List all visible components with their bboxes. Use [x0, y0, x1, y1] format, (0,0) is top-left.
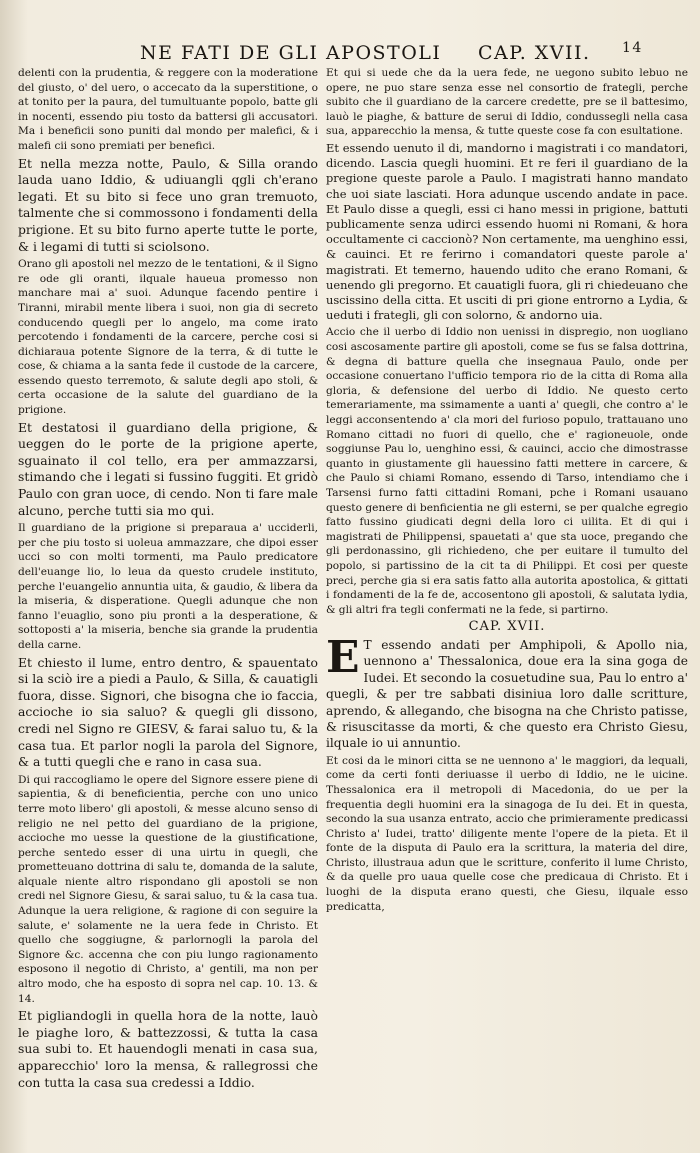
chapter-opening-text: T essendo andati per Amphipoli, & Apollo nia, uennono a' Thessalonica, doue era la sina goga de Iudei. Et secondo la cosuetudine sua, Pau lo entro a' quegli, & per tre sabbati disiniua loro dalle scritture, aprendo, & allegando, che bisogna na che Christo patisse, & risuscitasse da morti, & che questo era Christo Giesu, ilquale io ui annuntio. [326, 637, 688, 751]
running-title: NE FATI DE GLI APOSTOLI [140, 42, 442, 64]
chapter-heading: CAP. XVII. [468, 619, 546, 635]
chapter-opening-paragraph [326, 631, 688, 752]
commentary-paragraph: Di qui raccogliamo le opere del Signore essere piene di sapientia, & di beneficientia, perche con uno unico terre moto libero' gli apostoli, & messe alcuno senso di religio ne nel petto del guardiano de la prigione, accioche mo uesse la questione de la giustificatione, perche sentedo esser di una uirtu in quegli, che prometteuano dottrina di salu te, domanda de la salute, alquale niente altro rispondano gli apostoli se non credi nel Signore Giesu, & sarai saluo, tu & la casa tua. Adunque la uera religione, & ragione di con seguire la salute, e' solamente ne la uera fede in Christo. Et quello che soggiugne, & parlornogli la parola del Signore &c. accenna che con piu lungo ragionamento esposono il negotio di Christo, a' gentili, ma non per altro modo, che ha esposto di sopra nel cap. 10. 13. & 14. [18, 773, 318, 1005]
scripture-paragraph: Et chiesto il lume, entro dentro, & spauentato si la sciò ire a piedi a Paulo, & Silla, & cauatigli fuora, disse. Signori, che bisogna che io faccia, accioche io sia saluo? & quegli gli dissono, credi nel Signo re GIESV, & farai saluo tu, & la casa tua. Et parlor nogli la parola del Signore, & a tutti quegli che e rano in casa sua. [18, 654, 318, 770]
right-column [326, 66, 688, 1126]
page-header [140, 40, 680, 68]
drop-cap-letter: E [326, 631, 360, 683]
scripture-paragraph: Et essendo uenuto il di, mandorno i magistrati i co mandatori, dicendo. Lascia quegli huomini. Et re feri il guardiano de la pregione queste parole a Paulo. I magistrati hanno mandato che uoi siate lasciati. Hora adunque uscendo andate in pace. Et Paulo disse a quegli, essi ci hano messi in prigione, battuti publicamente senza udirci essendo huomi ni Romani, & hora occultamente ci caccionò? Non certamente, ma uenghino essi, & cauinci. Et re ferirno i comandatori queste parole a' magistrati. Et temerno, hauendo udito che erano Romani, & uenendo gli pregorno. Et cauatigli fuora, gli ri chiedeuano che uscissino della citta. Et usciti di pri gione entrorno a Lydia, & ueduti i frategli, gli con solorno, & andorno uia. [326, 140, 688, 323]
commentary-paragraph: delenti con la prudentia, & reggere con la moderatione del giusto, o' del uero, o accecato da la superstitione, o at tonito per la paura, del tumultuante popolo, batte gli in nocenti, essendo piu tosto da battersi gli accusatori. Ma i beneficii sono puniti dal mondo per malefici, & i malefi cii sono premiati per benefici. [18, 67, 318, 152]
commentary-paragraph: Et qui si uede che da la uera fede, ne uegono subito lebuo ne opere, ne puo stare senza esse nel consortio de frategli, perche subito che il guardiano de la carcere credette, pre se il battesimo, lauò le piaghe, & batture de serui di Iddio, condussegli nella casa sua, apparecchio la mensa, & tutte queste cose fa con esultatione. [326, 67, 688, 138]
header-chapter: CAP. XVII. [478, 42, 591, 64]
folio-number: 14 [622, 40, 643, 56]
left-column [18, 66, 318, 1126]
commentary-paragraph: Orano gli apostoli nel mezzo de le tentationi, & il Signo re ode gli oranti, ilquale haueua promesso non manchare mai a' suoi. Adunque facendo pentire i Tiranni, mirabil mente libera i suoi, non gia di secreto conducendo quegli per lo angelo, ma come irato percotendo i fondamenti de la carcere, perche cosi si dichiaraua potente Signore de la terra, & di tutte le cose, & chiama a la santa fede il custode de la carcere, essendo questo terremoto, & salute degli apo stoli, & certa occasione de la salute del guardiano de la prigione. [18, 258, 318, 417]
scripture-paragraph: Et pigliandogli in quella hora de la notte, lauò le piaghe loro, & battezzossi, & tutta la casa sua subi to. Et hauendogli menati in casa sua, apparecchio' loro la mensa, & rallegrossi che con tutta la casa sua credessi a Iddio. [18, 1008, 318, 1090]
commentary-paragraph: Accio che il uerbo di Iddio non uenissi in dispregio, non uogliano cosi ascosamente partire gli apostoli, come se fus se falsa dottrina, & degna di batture quella che insegnaua Paulo, onde per occasione conuertano l'ufficio tempora rio de la citta di Roma alla gloria, & defensione del uerbo di Iddio. Ne questo certo temerariamente, ma ssimamente a uanti a' quegli, che contro a' le leggi acconsentendo a' cla mori del furioso populo, trattauano uno Romano cittadi no fuori di quello, che e' ragioneuole, onde soggiunse Pau lo, uenghino essi, & cauinci, accio che dimostrasse quanto in giustamente gli hauessino fatti mettere in carcere, & che Paulo si chiami Romano, essendo di Tarso, intendiamo che i Tarsensi furno fatti cittadini Romani, pche i Romani usauano questo genere di benficientia ne gli esterni, se per qualche egregio fatto fussino giudicati degni della loro ci uilita. Et di qui i magistrati de Philippensi, spauetati a' que sta uoce, pregando che gli perdonassino, gli richiedeno, che per euitare il tumulto del popolo, si partissino de la cit ta di Philippi. Et cosi per queste preci, perche gia si era satis fatto alla autorita apostolica, & gittati i fondamenti de la fe de, accosentono gli apostoli, & salutata lydia, & gli altri fra tegli confermati ne la fede, si partirno. [326, 326, 688, 616]
scripture-paragraph: Et destatosi il guardiano della prigione, & ueggen do le porte de la prigione aperte, sguainato il col tello, era per ammazzarsi, stimando che i legati si fussino fuggiti. Et gridò Paulo con gran uoce, di cendo. Non ti fare male alcuno, perche tutti sia mo qui. [18, 419, 318, 518]
commentary-paragraph: Il guardiano de la prigione si preparaua a' ucciderli, per che piu tosto si uoleua ammazzare, che dipoi esser ucci so con molti tormenti, ma Paulo predicatore dell'euange lio, lo leua da questo crudele instituto, perche l'euangelio annuntia uita, & gaudio, & libera da la miseria, & disperatione. Quegli adunque che non fanno l'euaglio, sono piu pronti a la desperatione, & sottoposti a' la miseria, benche sia grande la prudentia della carne. [18, 522, 318, 651]
scripture-paragraph: Et nella mezza notte, Paulo, & Silla orando lauda uano Iddio, & udiuangli qgli ch'erano legati. Et su bito si fece uno gran tremuoto, talmente che si commossono i fondamenti della prigione. Et su bito furno aperte tutte le porte, & i legami di tutti si sciolsono. [18, 155, 318, 254]
commentary-paragraph: Et cosi da le minori citta se ne uennono a' le maggiori, da lequali, come da certi fonti deriuasse il uerbo di Iddio, ne le uicine. Thessalonica era il metropoli di Macedonia, do ue per la frequentia degli huomini era la sinagoga de Iu dei. Et in questa, secondo la sua usanza entrato, accio che primieramente predicassi Christo a' Iudei, tratto' diligente mente l'opere de la pieta. Et il fonte de la disputa di Paulo era la scrittura, la materia del dire, Christo, illustraua adun que le scritture, conferito il lume Christo, & da quelle pro uaua quelle cose che predicaua di Christo. Et i luoghi de la disputa erano questi, che Giesu, ilquale esso predicatta, [326, 754, 688, 913]
